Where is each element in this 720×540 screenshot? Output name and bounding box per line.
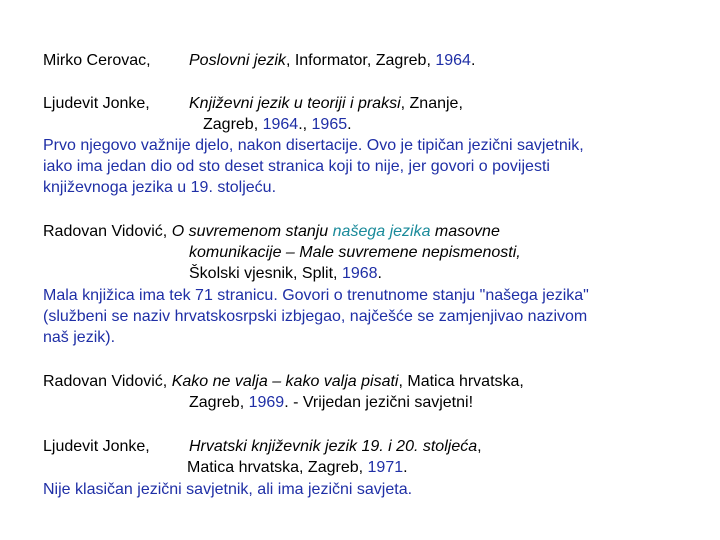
entry-4-place: Zagreb, (189, 394, 249, 411)
entry-5-publisher: Matica hrvatska, Zagreb, (187, 459, 368, 476)
entry-2-author: Ljudevit Jonke, (43, 95, 150, 112)
entry-3-year: 1968 (341, 265, 378, 282)
entry-3-publisher: Školski vjesnik, Split, (189, 265, 342, 282)
entry-3-comment-2: (službeni se naziv hrvatskosrpski izbjegao, najčešće se zamjenjivao nazivom (43, 308, 588, 325)
entry-3-end: . (377, 265, 382, 282)
entry-2-place: Zagreb, (203, 116, 263, 133)
entry-2-citation-2 (203, 115, 352, 135)
entry-1-author: Mirko Cerovac, (43, 52, 151, 69)
entry-1-end: . (470, 52, 476, 69)
entry-3-line-3 (189, 264, 382, 284)
entry-3-comment-3: naš jezik). (43, 329, 116, 346)
entry-5-year: 1971 (367, 459, 404, 476)
entry-4-remark: . - Vrijedan jezični savjetni! (284, 394, 474, 411)
entry-4-year: 1969 (248, 394, 285, 411)
entry-1-line-1 (43, 51, 151, 71)
entry-2-author-line (43, 94, 150, 114)
entry-1-title: Poslovni jezik (189, 52, 286, 69)
entry-2-comment-2: iako ima jedan dio od sto deset stranica koji to nije, jer govori o povijesti (43, 158, 550, 175)
entry-5-comment-1: Nije klasičan jezični savjetnik, ali ima jezični savjeta. (43, 481, 413, 498)
entry-1-publisher: , Informator, Zagreb, (285, 52, 436, 69)
entry-4-author: Radovan Vidović, (43, 373, 168, 390)
entry-3-title-b: masovne (430, 223, 500, 240)
entry-2-title: Književni jezik u teoriji i praksi (189, 95, 401, 112)
entry-2-sep: ., (298, 116, 312, 133)
entry-4-line-1 (43, 372, 524, 392)
entry-5-citation-1 (189, 437, 482, 457)
entry-3-author: Radovan Vidović, (43, 223, 168, 240)
entry-3-title-highlight: našega jezika (332, 223, 431, 240)
entry-3-title-2: komunikacije – Male suvremene nepismenosti, (189, 244, 521, 261)
entry-5-author: Ljudevit Jonke, (43, 438, 150, 455)
entry-1-year: 1964 (435, 52, 471, 69)
entry-2-end: . (347, 116, 352, 133)
entry-2-comment-3: književnoga jezika u 19. stoljeću. (43, 179, 277, 196)
entry-2-publisher: , Znanje, (400, 95, 463, 112)
entry-4-title: Kako ne valja – kako valja pisati (171, 373, 399, 390)
entry-2-year-1: 1964 (262, 116, 299, 133)
entry-2-year-2: 1965 (311, 116, 348, 133)
entry-3-line-1 (43, 222, 500, 242)
entry-3-title-a: O suvremenom stanju (171, 223, 333, 240)
entry-3-comment-1: Mala knjižica ima tek 71 stranicu. Govori o trenutnome stanju "našega jezika" (43, 287, 589, 304)
entry-1-citation (189, 51, 475, 71)
entry-5-comma: , (477, 438, 482, 455)
entry-2-citation-1 (189, 94, 463, 114)
entry-2-comment-1: Prvo njegovo važnije djelo, nakon disertacije. Ovo je tipičan jezični savjetnik, (43, 137, 584, 154)
entry-4-publisher: , Matica hrvatska, (398, 373, 524, 390)
entry-5-author-line (43, 437, 150, 457)
entry-3-line-2 (189, 243, 521, 263)
entry-5-citation-2 (187, 458, 408, 478)
entry-5-end: . (403, 459, 408, 476)
entry-4-line-2 (189, 393, 473, 413)
entry-5-title: Hrvatski književnik jezik 19. i 20. stoljeća (189, 438, 478, 455)
